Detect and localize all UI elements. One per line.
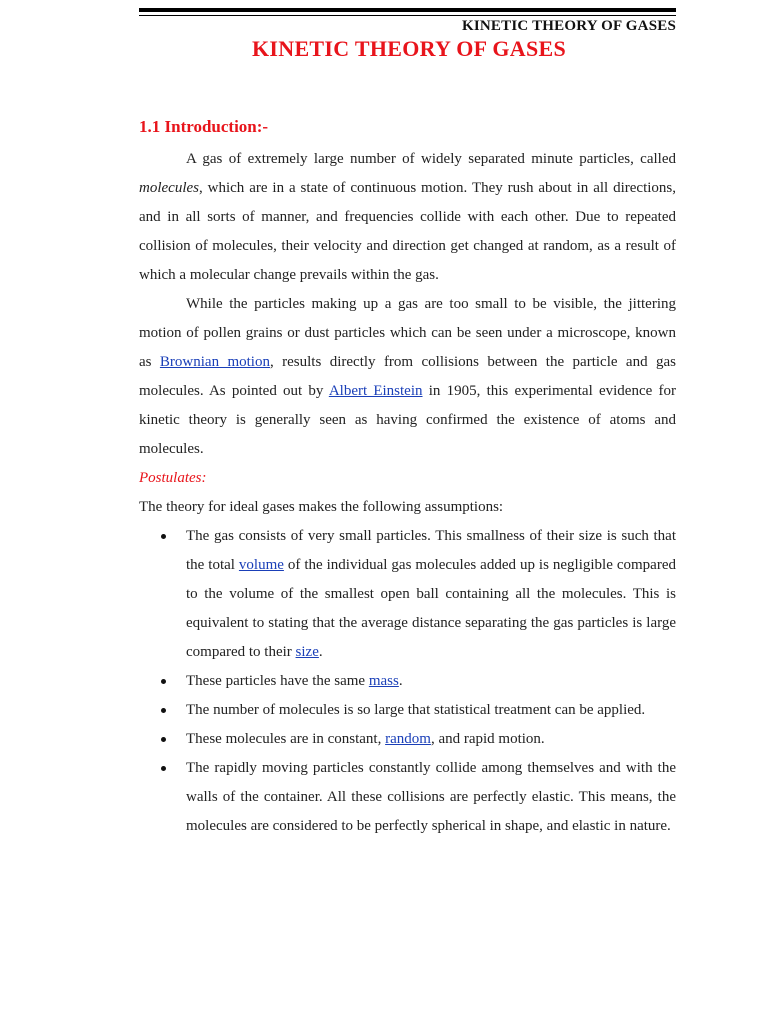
intro-paragraph-2 <box>139 290 676 464</box>
text-run: . <box>318 644 323 660</box>
running-header: KINETIC THEORY OF GASES <box>462 18 676 34</box>
text-run: , and rapid motion. <box>430 731 545 747</box>
postulates-heading: Postulates: <box>139 470 207 486</box>
link-size[interactable]: size <box>295 644 319 660</box>
link-albert-einstein[interactable]: Albert Einstein <box>328 383 423 399</box>
list-item <box>139 696 676 725</box>
list-item <box>139 522 676 667</box>
text-run: While the particles making up a gas are too small to be visible, the jittering motion of pollen grains or dust particles which can be seen under a microscope, known as <box>139 296 676 370</box>
header-rule-thick <box>139 8 676 12</box>
header-rule-thin <box>139 15 676 16</box>
link-volume[interactable]: volume <box>238 557 284 573</box>
link-brownian-motion[interactable]: Brownian motion <box>159 354 270 370</box>
postulates-list <box>139 522 676 841</box>
page-title: KINETIC THEORY OF GASES <box>252 36 566 61</box>
text-run: , which are in a state of continuous motion. They rush about in all directions, and in all sorts of manner, and frequencies collide with each other. Due to repeated collision of molecules, their velocity and direction get changed at random, as a result of which a molecular change prevails within the gas. <box>139 180 676 283</box>
list-item <box>139 725 676 754</box>
intro-paragraph-1 <box>139 145 676 290</box>
text-run: A gas of extremely large number of widely separated minute particles, called <box>186 151 676 167</box>
text-run: These molecules are in constant, <box>186 731 386 747</box>
emphasis-molecules: molecules <box>139 180 199 196</box>
text-run: in 1905, this experimental evidence for kinetic theory is generally seen as having confirmed the existence of atoms and molecules. <box>139 383 676 457</box>
text-run: . <box>398 673 403 689</box>
section-heading: 1.1 Introduction:- <box>139 117 269 136</box>
list-item <box>139 754 676 841</box>
text-run: The number of molecules is so large that statistical treatment can be applied. <box>186 702 646 718</box>
text-run: The rapidly moving particles constantly collide among themselves and with the walls of the container. All these collisions are perfectly elastic. This means, the molecules are considered to be perfectly spherical in shape, and elastic in nature. <box>186 760 676 834</box>
list-item <box>139 667 676 696</box>
link-random[interactable]: random <box>385 731 431 747</box>
text-run: The gas consists of very small particles. This smallness of their size is such that the total <box>186 528 676 573</box>
text-run: These particles have the same <box>186 673 369 689</box>
document-body <box>139 145 676 841</box>
postulates-lead: The theory for ideal gases makes the following assumptions: <box>139 499 504 515</box>
text-run: , results directly from collisions between the particle and gas molecules. As pointed out by <box>139 354 676 399</box>
link-mass[interactable]: mass <box>368 673 399 689</box>
text-run: of the individual gas molecules added up is negligible compared to the volume of the smallest open ball containing all the molecules. This is equivalent to stating that the average distance separating the gas particles is large compared to their <box>186 557 676 660</box>
